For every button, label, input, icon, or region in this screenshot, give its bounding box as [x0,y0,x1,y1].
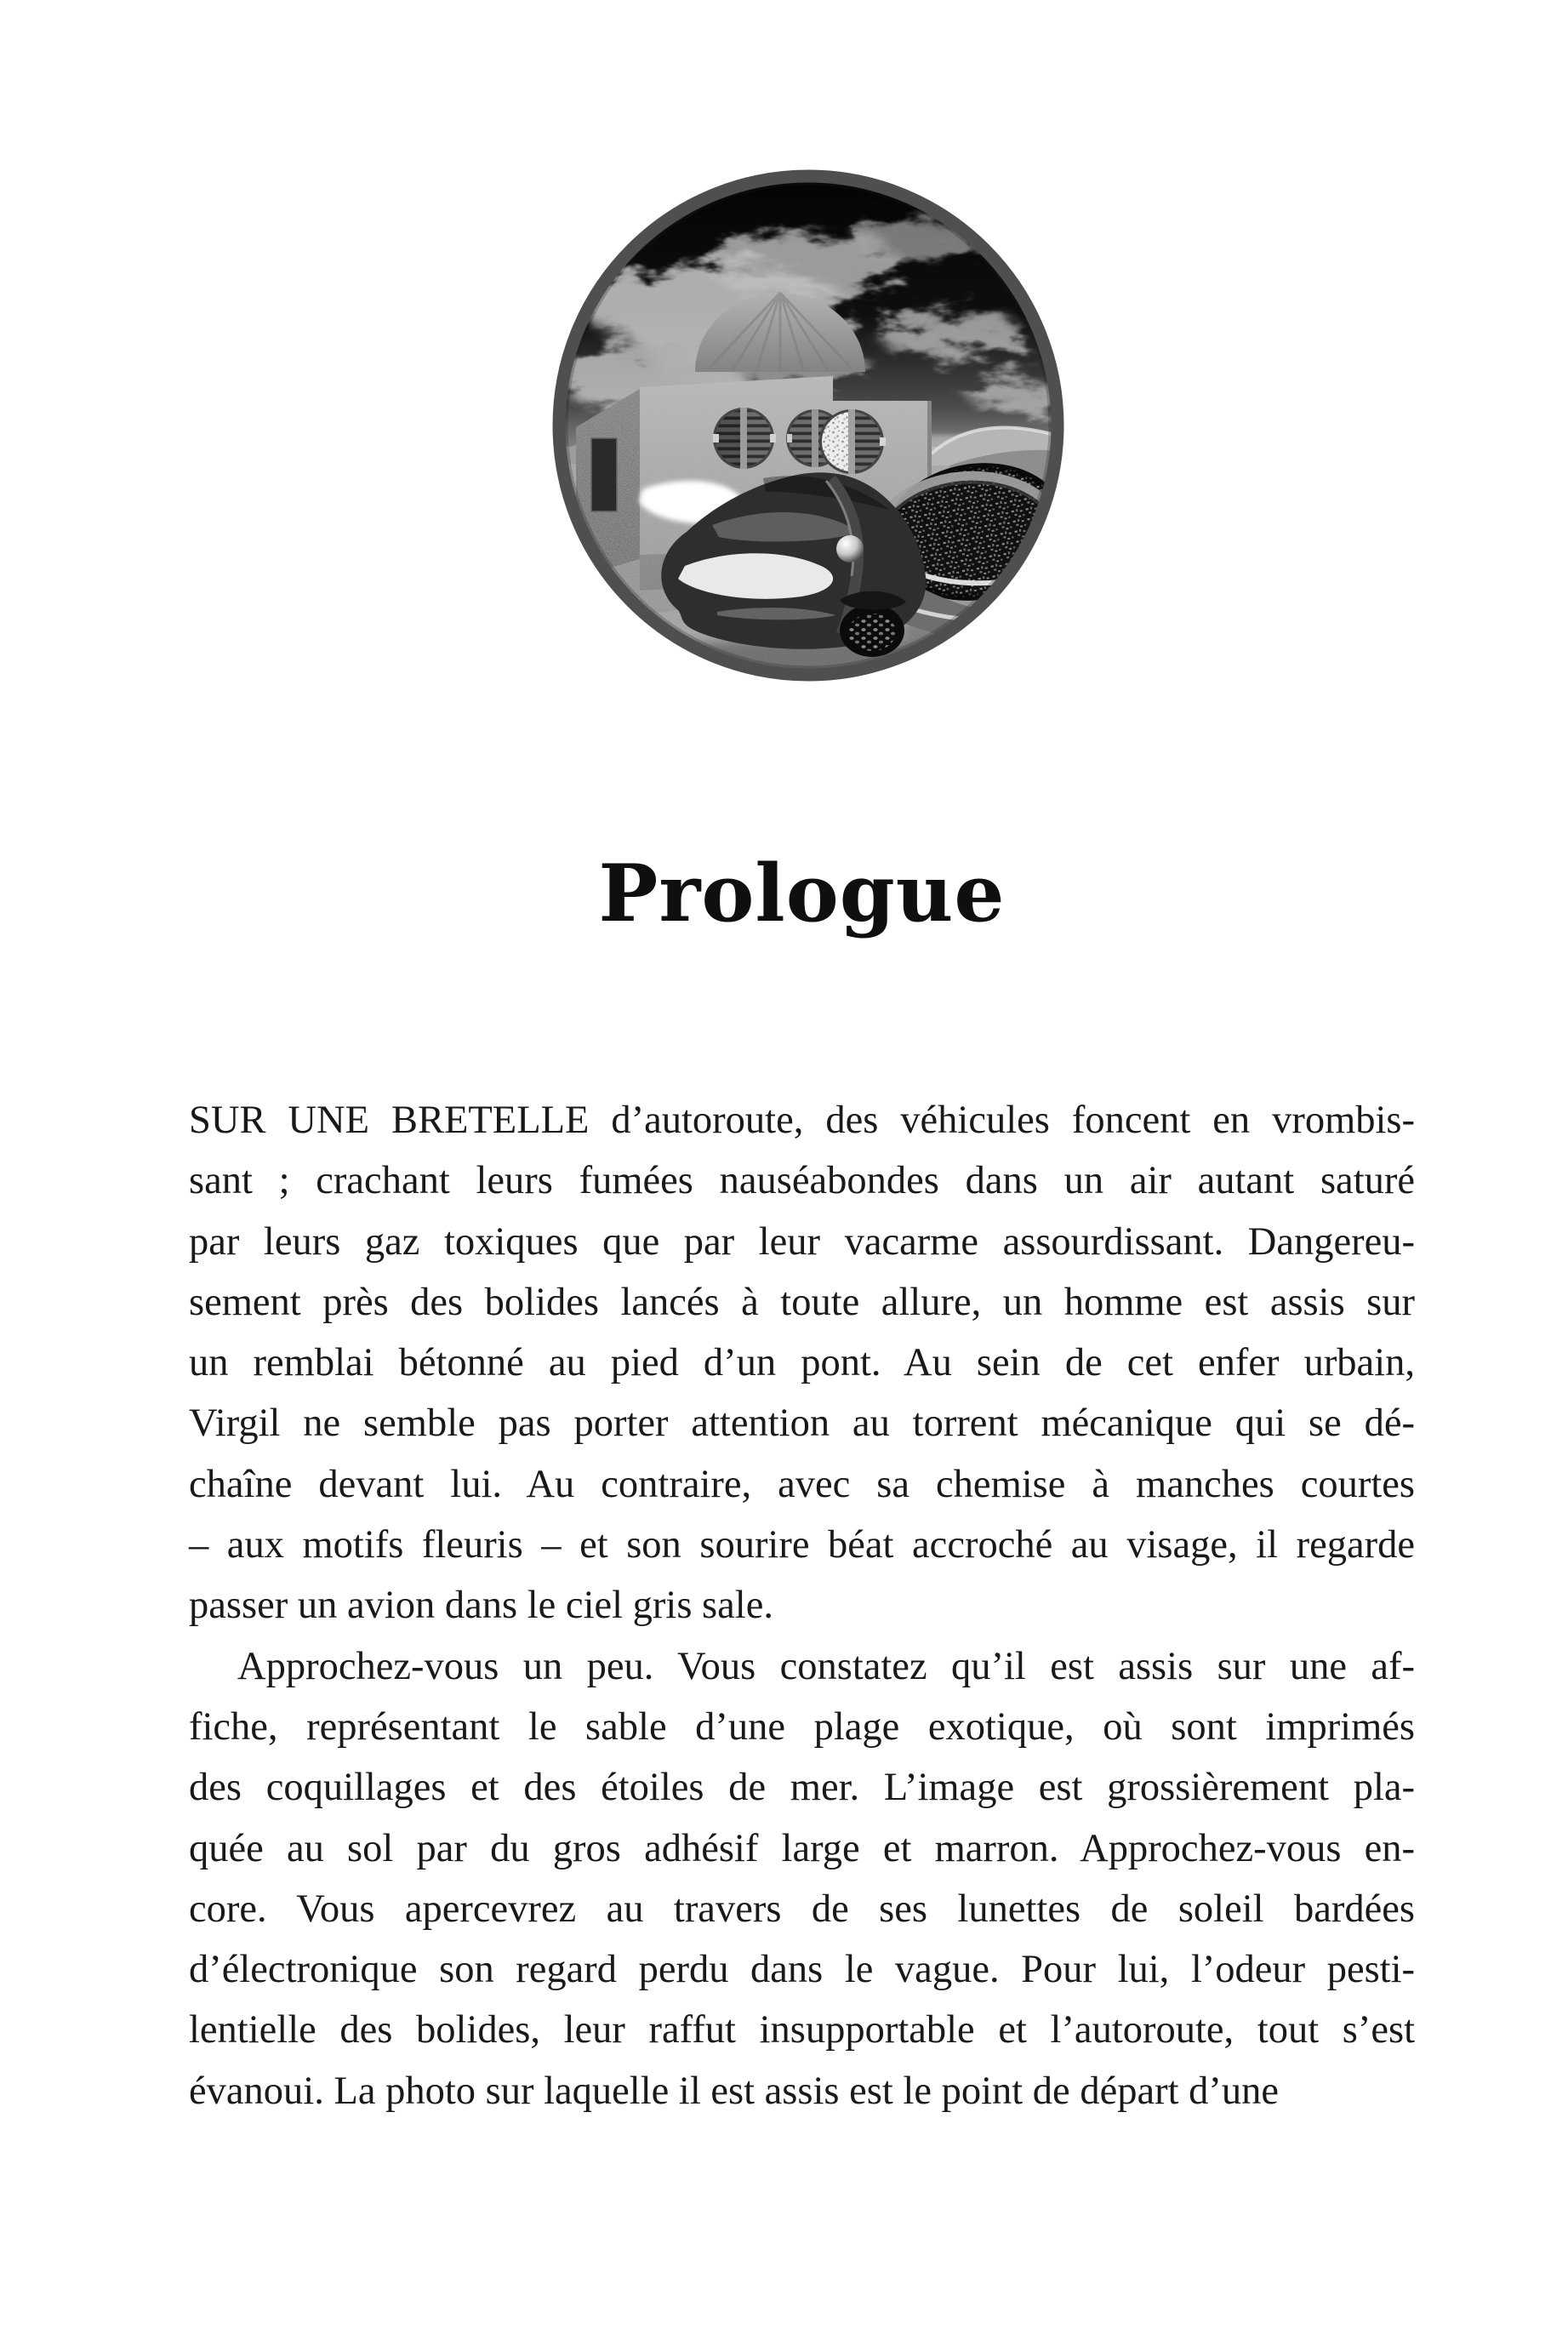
text-line: quée au sol par du gros adhésif large et marron. Approchez-vous en- [189,1826,1415,1870]
text-line: – aux motifs fleuris – et son sourire béat accroché au visage, il regarde [189,1523,1415,1567]
text-line: par leurs gaz toxiques que par leur vacarme assourdissant. Dangereu- [189,1219,1415,1264]
text-line: chaîne devant lui. Au contraire, avec sa chemise à manches courtes [189,1462,1415,1506]
text-line: lentielle des bolides, leur raffut insupportable et l’autoroute, tout s’est [189,2008,1415,2052]
text-line: core. Vous apercevrez au travers de ses lunettes de soleil bardées [189,1887,1415,1931]
text-line: d’électronique son regard perdu dans le vague. Pour lui, l’odeur pesti- [189,1948,1415,1992]
text-line: Approchez-vous un peu. Vous constatez qu’il est assis sur une af- [237,1644,1415,1688]
text-line: un remblai bétonné au pied d’un pont. Au sein de cet enfer urbain, [189,1341,1415,1385]
chrome-sphere [836,535,864,562]
paragraph-2 [189,1636,1415,2121]
text-line: passer un avion dans le ciel gris sale. [189,1584,773,1628]
paragraph-1 [189,1090,1415,1636]
text-line: des coquillages et des étoiles de mer. L’image est grossièrement pla- [189,1766,1415,1810]
text-line: évanoui. La photo sur laquelle il est assis est le point de départ d’une [189,2069,1279,2113]
text-line: Virgil ne semble pas porter attention au torrent mécanique qui se dé- [189,1401,1415,1446]
door [591,438,617,511]
chapter-illustration [550,168,1066,683]
text-line: sement près des bolides lancés à toute allure, un homme est assis sur [189,1280,1415,1324]
text-line: sant ; crachant leurs fumées nauséabondes dans un air autant saturé [189,1159,1415,1203]
wheel [840,591,906,657]
prologue-text [189,1090,1415,2121]
text-line: SUR UNE BRETELLE d’autoroute, des véhicules foncent en vrombis- [189,1099,1415,1142]
text-line: fiche, représentant le sable d’une plage exotique, où sont imprimés [189,1704,1415,1749]
page-title: Prologue [598,847,1006,939]
